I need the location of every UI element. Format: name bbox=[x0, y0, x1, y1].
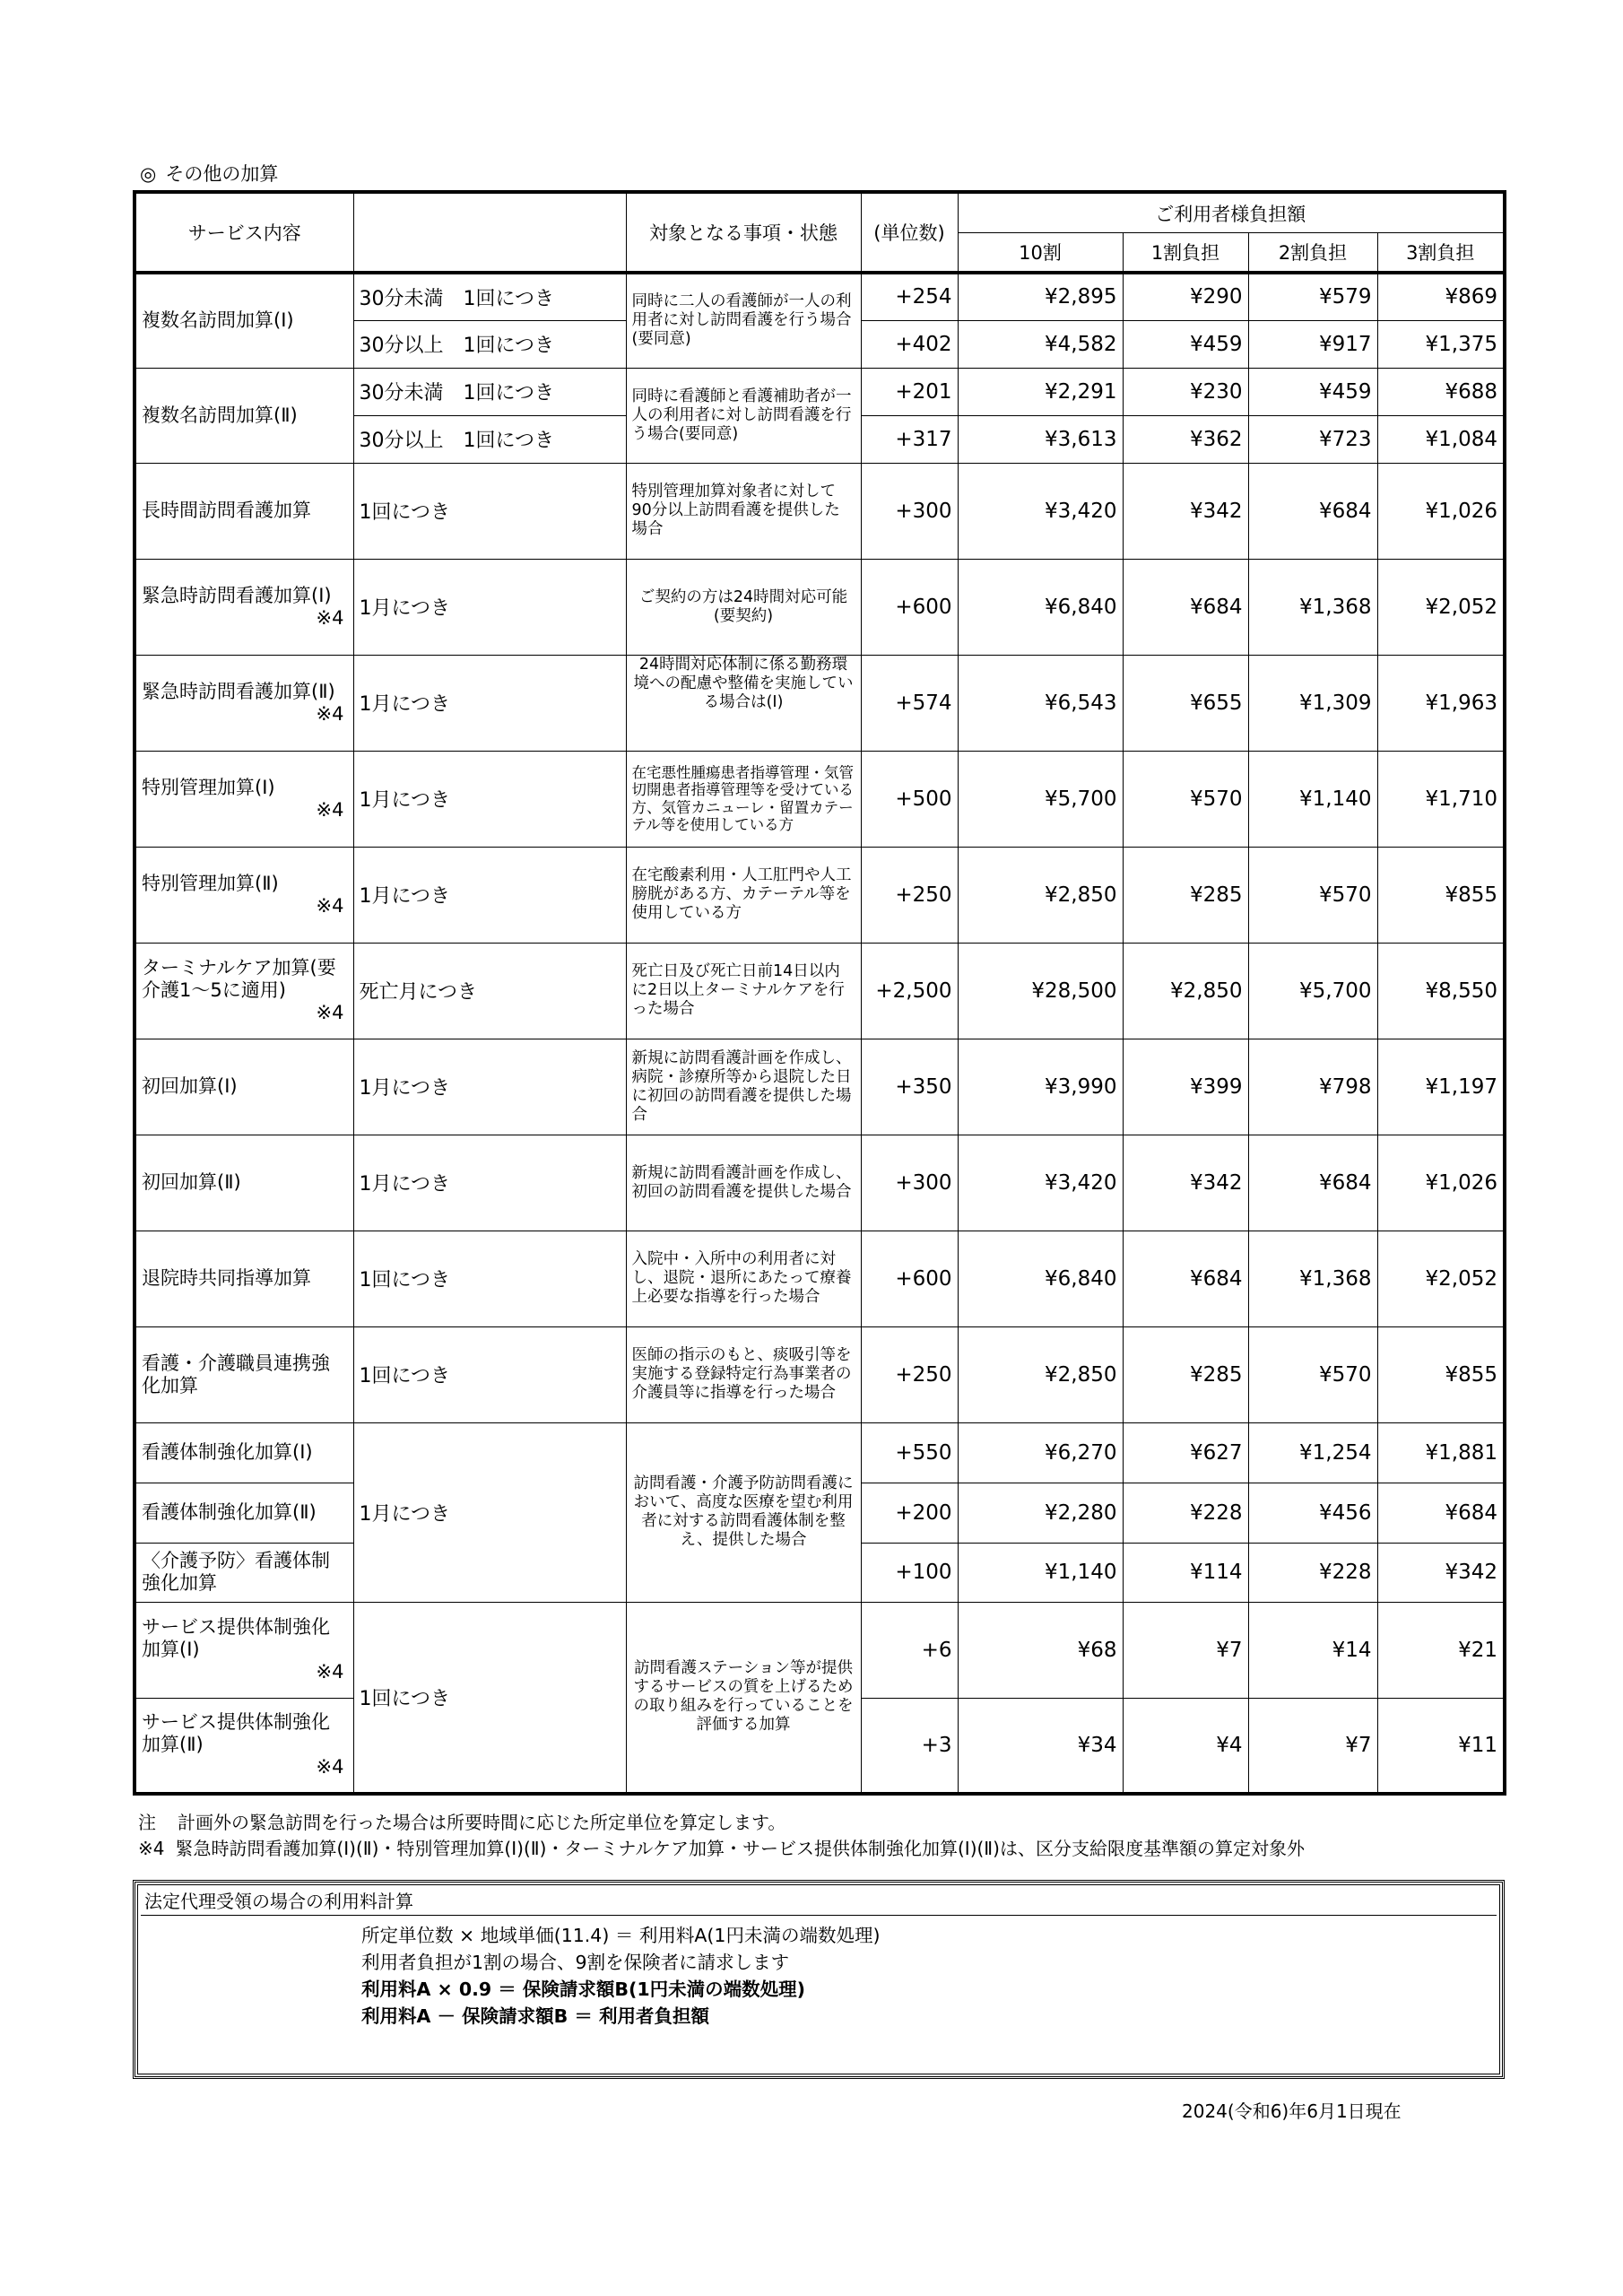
footnote-1 bbox=[138, 1810, 1305, 1836]
amount-3: ¥11 bbox=[1377, 1698, 1505, 1794]
unit-cell: 30分以上 1回につき bbox=[353, 415, 626, 463]
condition-cell: 特別管理加算対象者に対して90分以上訪問看護を提供した場合 bbox=[626, 463, 861, 559]
amount-2: ¥579 bbox=[1248, 273, 1377, 320]
condition-cell: 訪問看護ステーション等が提供するサービスの質を上げるための取り組みを行っていることを評価する加算 bbox=[626, 1602, 861, 1794]
additions-table bbox=[133, 190, 1506, 1796]
service-label: サービス提供体制強化加算(Ⅰ) bbox=[142, 1616, 330, 1660]
fee-calculation-box bbox=[133, 1880, 1505, 2079]
table-row bbox=[135, 751, 1505, 847]
condition-cell: ご契約の方は24時間対応可能(要契約) bbox=[626, 559, 861, 655]
units-cell: +201 bbox=[861, 368, 958, 415]
table-row bbox=[135, 1602, 1505, 1698]
amount-3: ¥1,026 bbox=[1377, 463, 1505, 559]
units-cell: +600 bbox=[861, 559, 958, 655]
amount-10: ¥2,850 bbox=[958, 847, 1123, 943]
note-mark: ※4 bbox=[316, 1756, 344, 1779]
service-label: 特別管理加算(Ⅰ) bbox=[142, 776, 275, 798]
service-name: 初回加算(Ⅱ) bbox=[135, 1135, 353, 1231]
amount-10: ¥6,840 bbox=[958, 559, 1123, 655]
amount-10: ¥2,280 bbox=[958, 1483, 1123, 1543]
amount-1: ¥285 bbox=[1123, 1326, 1248, 1422]
unit-cell: 30分未満 1回につき bbox=[353, 368, 626, 415]
note-mark: ※4 bbox=[316, 1002, 344, 1023]
amount-10: ¥2,895 bbox=[958, 273, 1123, 320]
amount-2: ¥798 bbox=[1248, 1039, 1377, 1135]
units-cell: +100 bbox=[861, 1543, 958, 1602]
amount-10: ¥34 bbox=[958, 1698, 1123, 1794]
amount-1: ¥570 bbox=[1123, 751, 1248, 847]
amount-1: ¥684 bbox=[1123, 559, 1248, 655]
header-blank bbox=[353, 192, 626, 273]
condition-cell: 訪問看護・介護予防訪問看護において、高度な医療を望む利用者に対する訪問看護体制を整え、提供した場合 bbox=[626, 1422, 861, 1602]
units-cell: +300 bbox=[861, 1135, 958, 1231]
amount-1: ¥114 bbox=[1123, 1543, 1248, 1602]
amount-1: ¥285 bbox=[1123, 847, 1248, 943]
amount-10: ¥5,700 bbox=[958, 751, 1123, 847]
table-row bbox=[135, 1422, 1505, 1483]
unit-cell: 死亡月につき bbox=[353, 943, 626, 1039]
table-row bbox=[135, 1135, 1505, 1231]
calc-line: 所定単位数 × 地域単価(11.4) ＝ 利用料A(1円未満の端数処理) bbox=[361, 1925, 881, 1946]
amount-10: ¥6,543 bbox=[958, 655, 1123, 751]
amount-3: ¥1,375 bbox=[1377, 320, 1505, 368]
condition-cell: 新規に訪問看護計画を作成し、病院・診療所等から退院した日に初回の訪問看護を提供した場合 bbox=[626, 1039, 861, 1135]
condition-cell: 死亡日及び死亡日前14日以内に2日以上ターミナルケアを行った場合 bbox=[626, 943, 861, 1039]
amount-1: ¥228 bbox=[1123, 1483, 1248, 1543]
condition-cell: 在宅酸素利用・人工肛門や人工膀胱がある方、カテーテル等を使用している方 bbox=[626, 847, 861, 943]
unit-cell: 30分未満 1回につき bbox=[353, 273, 626, 320]
amount-3: ¥1,963 bbox=[1377, 655, 1505, 751]
amount-2: ¥1,309 bbox=[1248, 655, 1377, 751]
section-title bbox=[140, 160, 278, 187]
header-units: (単位数) bbox=[861, 192, 958, 273]
amount-2: ¥228 bbox=[1248, 1543, 1377, 1602]
amount-2: ¥723 bbox=[1248, 415, 1377, 463]
section-title-text: その他の加算 bbox=[165, 163, 279, 185]
amount-10: ¥3,613 bbox=[958, 415, 1123, 463]
amount-2: ¥1,368 bbox=[1248, 1231, 1377, 1326]
table-row bbox=[135, 273, 1505, 320]
units-cell: +574 bbox=[861, 655, 958, 751]
amount-10: ¥6,840 bbox=[958, 1231, 1123, 1326]
amount-3: ¥342 bbox=[1377, 1543, 1505, 1602]
amount-3: ¥2,052 bbox=[1377, 1231, 1505, 1326]
amount-1: ¥290 bbox=[1123, 273, 1248, 320]
header-service: サービス内容 bbox=[135, 192, 353, 273]
units-cell: +500 bbox=[861, 751, 958, 847]
condition-cell: 同時に二人の看護師が一人の利用者に対し訪問看護を行う場合(要同意) bbox=[626, 273, 861, 368]
service-name bbox=[135, 751, 353, 847]
service-label: ターミナルケア加算(要介護1～5に適用) bbox=[142, 957, 336, 1001]
table-row bbox=[135, 463, 1505, 559]
units-cell: +300 bbox=[861, 463, 958, 559]
amount-10: ¥28,500 bbox=[958, 943, 1123, 1039]
unit-cell: 1月につき bbox=[353, 1422, 626, 1602]
amount-2: ¥14 bbox=[1248, 1602, 1377, 1698]
amount-2: ¥7 bbox=[1248, 1698, 1377, 1794]
condition-cell: 同時に看護師と看護補助者が一人の利用者に対し訪問看護を行う場合(要同意) bbox=[626, 368, 861, 463]
amount-10: ¥6,270 bbox=[958, 1422, 1123, 1483]
amount-10: ¥4,582 bbox=[958, 320, 1123, 368]
service-label: サービス提供体制強化加算(Ⅱ) bbox=[142, 1711, 330, 1756]
amount-3: ¥855 bbox=[1377, 847, 1505, 943]
service-name bbox=[135, 655, 353, 751]
unit-cell: 30分以上 1回につき bbox=[353, 320, 626, 368]
units-cell: +550 bbox=[861, 1422, 958, 1483]
table-row bbox=[135, 655, 1505, 751]
amount-10: ¥3,990 bbox=[958, 1039, 1123, 1135]
amount-1: ¥7 bbox=[1123, 1602, 1248, 1698]
header-3wari: 3割負担 bbox=[1377, 233, 1505, 274]
amount-10: ¥2,291 bbox=[958, 368, 1123, 415]
amount-3: ¥684 bbox=[1377, 1483, 1505, 1543]
service-name: 〈介護予防〉看護体制強化加算 bbox=[135, 1543, 353, 1602]
table-row bbox=[135, 1326, 1505, 1422]
amount-1: ¥4 bbox=[1123, 1698, 1248, 1794]
unit-cell: 1回につき bbox=[353, 1602, 626, 1794]
footnote-text: 計画外の緊急訪問を行った場合は所要時間に応じた所定単位を算定します。 bbox=[178, 1812, 786, 1833]
amount-1: ¥342 bbox=[1123, 1135, 1248, 1231]
condition-cell: 入院中・入所中の利用者に対し、退院・退所にあたって療養上必要な指導を行った場合 bbox=[626, 1231, 861, 1326]
unit-cell: 1回につき bbox=[353, 1326, 626, 1422]
header-target: 対象となる事項・状態 bbox=[626, 192, 861, 273]
amount-1: ¥342 bbox=[1123, 463, 1248, 559]
fee-calculation-lines bbox=[361, 1922, 880, 2030]
amount-10: ¥1,140 bbox=[958, 1543, 1123, 1602]
note-mark: ※4 bbox=[316, 606, 344, 629]
unit-cell: 1回につき bbox=[353, 463, 626, 559]
condition-cell: 24時間対応体制に係る勤務環境への配慮や整備を実施している場合は(Ⅰ) bbox=[626, 655, 861, 751]
unit-cell: 1月につき bbox=[353, 1135, 626, 1231]
condition-cell: 新規に訪問看護計画を作成し、初回の訪問看護を提供した場合 bbox=[626, 1135, 861, 1231]
service-label: 緊急時訪問看護加算(Ⅱ) bbox=[142, 680, 335, 702]
service-name bbox=[135, 847, 353, 943]
service-name bbox=[135, 559, 353, 655]
header-1wari: 1割負担 bbox=[1123, 233, 1248, 274]
table-row bbox=[135, 1231, 1505, 1326]
unit-cell: 1月につき bbox=[353, 847, 626, 943]
unit-cell: 1月につき bbox=[353, 1039, 626, 1135]
footnote-2 bbox=[138, 1836, 1305, 1862]
amount-2: ¥459 bbox=[1248, 368, 1377, 415]
unit-cell: 1月につき bbox=[353, 655, 626, 751]
amount-3: ¥688 bbox=[1377, 368, 1505, 415]
amount-2: ¥917 bbox=[1248, 320, 1377, 368]
amount-3: ¥869 bbox=[1377, 273, 1505, 320]
amount-10: ¥3,420 bbox=[958, 463, 1123, 559]
amount-2: ¥1,368 bbox=[1248, 559, 1377, 655]
units-cell: +402 bbox=[861, 320, 958, 368]
table-row bbox=[135, 559, 1505, 655]
amount-3: ¥855 bbox=[1377, 1326, 1505, 1422]
service-name: 複数名訪問加算(Ⅰ) bbox=[135, 273, 353, 368]
header-burden: ご利用者様負担額 bbox=[958, 192, 1505, 233]
amount-2: ¥1,254 bbox=[1248, 1422, 1377, 1483]
note-mark: ※4 bbox=[316, 1661, 344, 1683]
as-of-date: 2024(令和6)年6月1日現在 bbox=[1182, 2100, 1402, 2122]
amount-3: ¥1,026 bbox=[1377, 1135, 1505, 1231]
service-name: 看護体制強化加算(Ⅰ) bbox=[135, 1422, 353, 1483]
amount-10: ¥3,420 bbox=[958, 1135, 1123, 1231]
double-circle-icon: ◎ bbox=[140, 163, 157, 185]
calc-line: 利用料A － 保険請求額B ＝ 利用者負担額 bbox=[361, 2005, 710, 2027]
units-cell: +350 bbox=[861, 1039, 958, 1135]
amount-10: ¥68 bbox=[958, 1602, 1123, 1698]
service-name bbox=[135, 1602, 353, 1698]
footnotes bbox=[138, 1810, 1305, 1862]
service-name: 初回加算(Ⅰ) bbox=[135, 1039, 353, 1135]
units-cell: +6 bbox=[861, 1602, 958, 1698]
service-label: 緊急時訪問看護加算(Ⅰ) bbox=[142, 584, 332, 606]
note-mark: ※4 bbox=[316, 798, 344, 821]
amount-10: ¥2,850 bbox=[958, 1326, 1123, 1422]
fee-calculation-title: 法定代理受領の場合の利用料計算 bbox=[141, 1888, 1497, 1916]
service-name bbox=[135, 1698, 353, 1794]
units-cell: +250 bbox=[861, 1326, 958, 1422]
units-cell: +2,500 bbox=[861, 943, 958, 1039]
service-name: 長時間訪問看護加算 bbox=[135, 463, 353, 559]
amount-1: ¥2,850 bbox=[1123, 943, 1248, 1039]
amount-2: ¥456 bbox=[1248, 1483, 1377, 1543]
header-10wari: 10割 bbox=[958, 233, 1123, 274]
footnote-label: ※4 bbox=[138, 1838, 165, 1859]
unit-cell: 1月につき bbox=[353, 751, 626, 847]
amount-2: ¥570 bbox=[1248, 847, 1377, 943]
condition-cell: 在宅悪性腫瘍患者指導管理・気管切開患者指導管理等を受けている方、気管カニューレ・留置カテーテル等を使用している方 bbox=[626, 751, 861, 847]
amount-2: ¥684 bbox=[1248, 1135, 1377, 1231]
amount-3: ¥21 bbox=[1377, 1602, 1505, 1698]
amount-3: ¥1,710 bbox=[1377, 751, 1505, 847]
units-cell: +600 bbox=[861, 1231, 958, 1326]
calc-line: 利用料A × 0.9 ＝ 保険請求額B(1円未満の端数処理) bbox=[361, 1979, 806, 2000]
calc-line: 利用者負担が1割の場合、9割を保険者に請求します bbox=[361, 1952, 790, 1973]
amount-1: ¥655 bbox=[1123, 655, 1248, 751]
note-mark: ※4 bbox=[316, 702, 344, 725]
table-row bbox=[135, 1039, 1505, 1135]
amount-3: ¥1,084 bbox=[1377, 415, 1505, 463]
amount-3: ¥1,197 bbox=[1377, 1039, 1505, 1135]
header-2wari: 2割負担 bbox=[1248, 233, 1377, 274]
service-name: 看護体制強化加算(Ⅱ) bbox=[135, 1483, 353, 1543]
unit-cell: 1月につき bbox=[353, 559, 626, 655]
unit-cell: 1回につき bbox=[353, 1231, 626, 1326]
amount-1: ¥362 bbox=[1123, 415, 1248, 463]
table-row bbox=[135, 943, 1505, 1039]
amount-1: ¥399 bbox=[1123, 1039, 1248, 1135]
footnote-label: 注 bbox=[138, 1812, 156, 1833]
units-cell: +254 bbox=[861, 273, 958, 320]
service-name: 複数名訪問加算(Ⅱ) bbox=[135, 368, 353, 463]
amount-2: ¥5,700 bbox=[1248, 943, 1377, 1039]
units-cell: +200 bbox=[861, 1483, 958, 1543]
units-cell: +250 bbox=[861, 847, 958, 943]
amount-3: ¥1,881 bbox=[1377, 1422, 1505, 1483]
amount-3: ¥2,052 bbox=[1377, 559, 1505, 655]
units-cell: +317 bbox=[861, 415, 958, 463]
amount-1: ¥459 bbox=[1123, 320, 1248, 368]
amount-3: ¥8,550 bbox=[1377, 943, 1505, 1039]
service-name: 看護・介護職員連携強化加算 bbox=[135, 1326, 353, 1422]
amount-1: ¥627 bbox=[1123, 1422, 1248, 1483]
condition-cell: 医師の指示のもと、痰吸引等を実施する登録特定行為事業者の介護員等に指導を行った場合 bbox=[626, 1326, 861, 1422]
service-label: 特別管理加算(Ⅱ) bbox=[142, 872, 279, 894]
amount-2: ¥1,140 bbox=[1248, 751, 1377, 847]
units-cell: +3 bbox=[861, 1698, 958, 1794]
amount-2: ¥570 bbox=[1248, 1326, 1377, 1422]
table-row bbox=[135, 847, 1505, 943]
note-mark: ※4 bbox=[316, 894, 344, 917]
amount-1: ¥230 bbox=[1123, 368, 1248, 415]
service-name bbox=[135, 943, 353, 1039]
service-name: 退院時共同指導加算 bbox=[135, 1231, 353, 1326]
amount-2: ¥684 bbox=[1248, 463, 1377, 559]
amount-1: ¥684 bbox=[1123, 1231, 1248, 1326]
table-row bbox=[135, 368, 1505, 415]
footnote-text: 緊急時訪問看護加算(Ⅰ)(Ⅱ)・特別管理加算(Ⅰ)(Ⅱ)・ターミナルケア加算・サービス提供体制強化加算(Ⅰ)(Ⅱ)は、区分支給限度基準額の算定対象外 bbox=[175, 1838, 1305, 1859]
